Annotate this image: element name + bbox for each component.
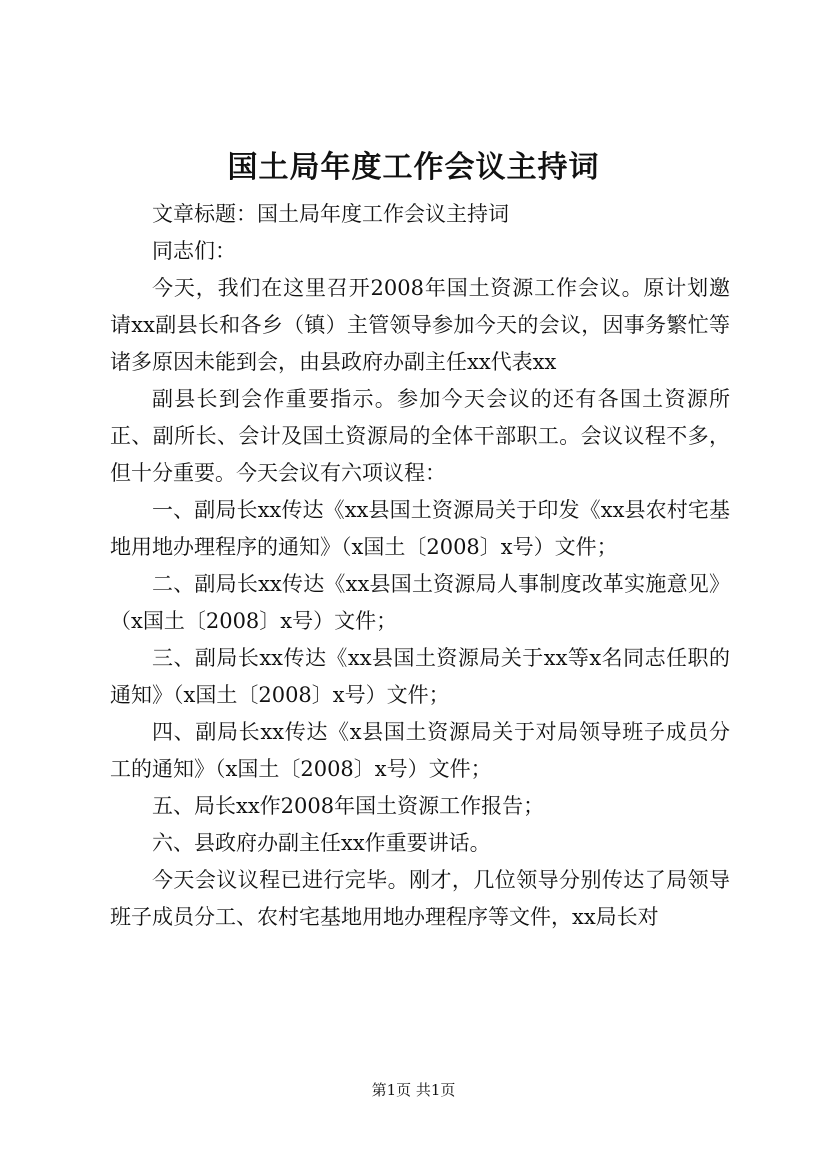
document-body xyxy=(110,196,730,936)
paragraph-article-title: 文章标题：国土局年度工作会议主持词 xyxy=(152,202,509,226)
page-footer: 第1页 共1页 xyxy=(371,1081,456,1099)
agenda-item-2: 二、副局长xx传达《xx县国土资源局人事制度改革实施意见》（x国土〔2008〕x号）文件； xyxy=(110,572,730,633)
paragraph-opening: 今天，我们在这里召开2008年国土资源工作会议。原计划邀请xx副县长和各乡（镇）主管领导参加今天的会议，因事务繁忙等诸多原因未能到会，由县政府办副主任xx代表xx xyxy=(110,276,730,374)
paragraph-attendance: 副县长到会作重要指示。参加今天会议的还有各国土资源所正、副所长、会计及国土资源局的全体干部职工。会议议程不多，但十分重要。今天会议有六项议程： xyxy=(110,387,730,485)
agenda-item-3: 三、副局长xx传达《xx县国土资源局关于xx等x名同志任职的通知》（x国土〔2008〕x号）文件； xyxy=(110,646,730,707)
paragraph-closing: 今天会议议程已进行完毕。刚才，几位领导分别传达了局领导班子成员分工、农村宅基地用地办理程序等文件，xx局长对 xyxy=(110,868,730,929)
agenda-item-6: 六、县政府办副主任xx作重要讲话。 xyxy=(152,831,491,855)
document-title: 国土局年度工作会议主持词 xyxy=(227,150,600,185)
paragraph-salutation: 同志们： xyxy=(152,239,236,263)
agenda-item-4: 四、副局长xx传达《x县国土资源局关于对局领导班子成员分工的通知》（x国土〔2008〕x号）文件； xyxy=(110,720,730,781)
agenda-item-5: 五、局长xx作2008年国土资源工作报告； xyxy=(152,794,545,818)
agenda-item-1: 一、副局长xx传达《xx县国土资源局关于印发《xx县农村宅基地用地办理程序的通知》（x国土〔2008〕x号）文件； xyxy=(110,498,730,559)
